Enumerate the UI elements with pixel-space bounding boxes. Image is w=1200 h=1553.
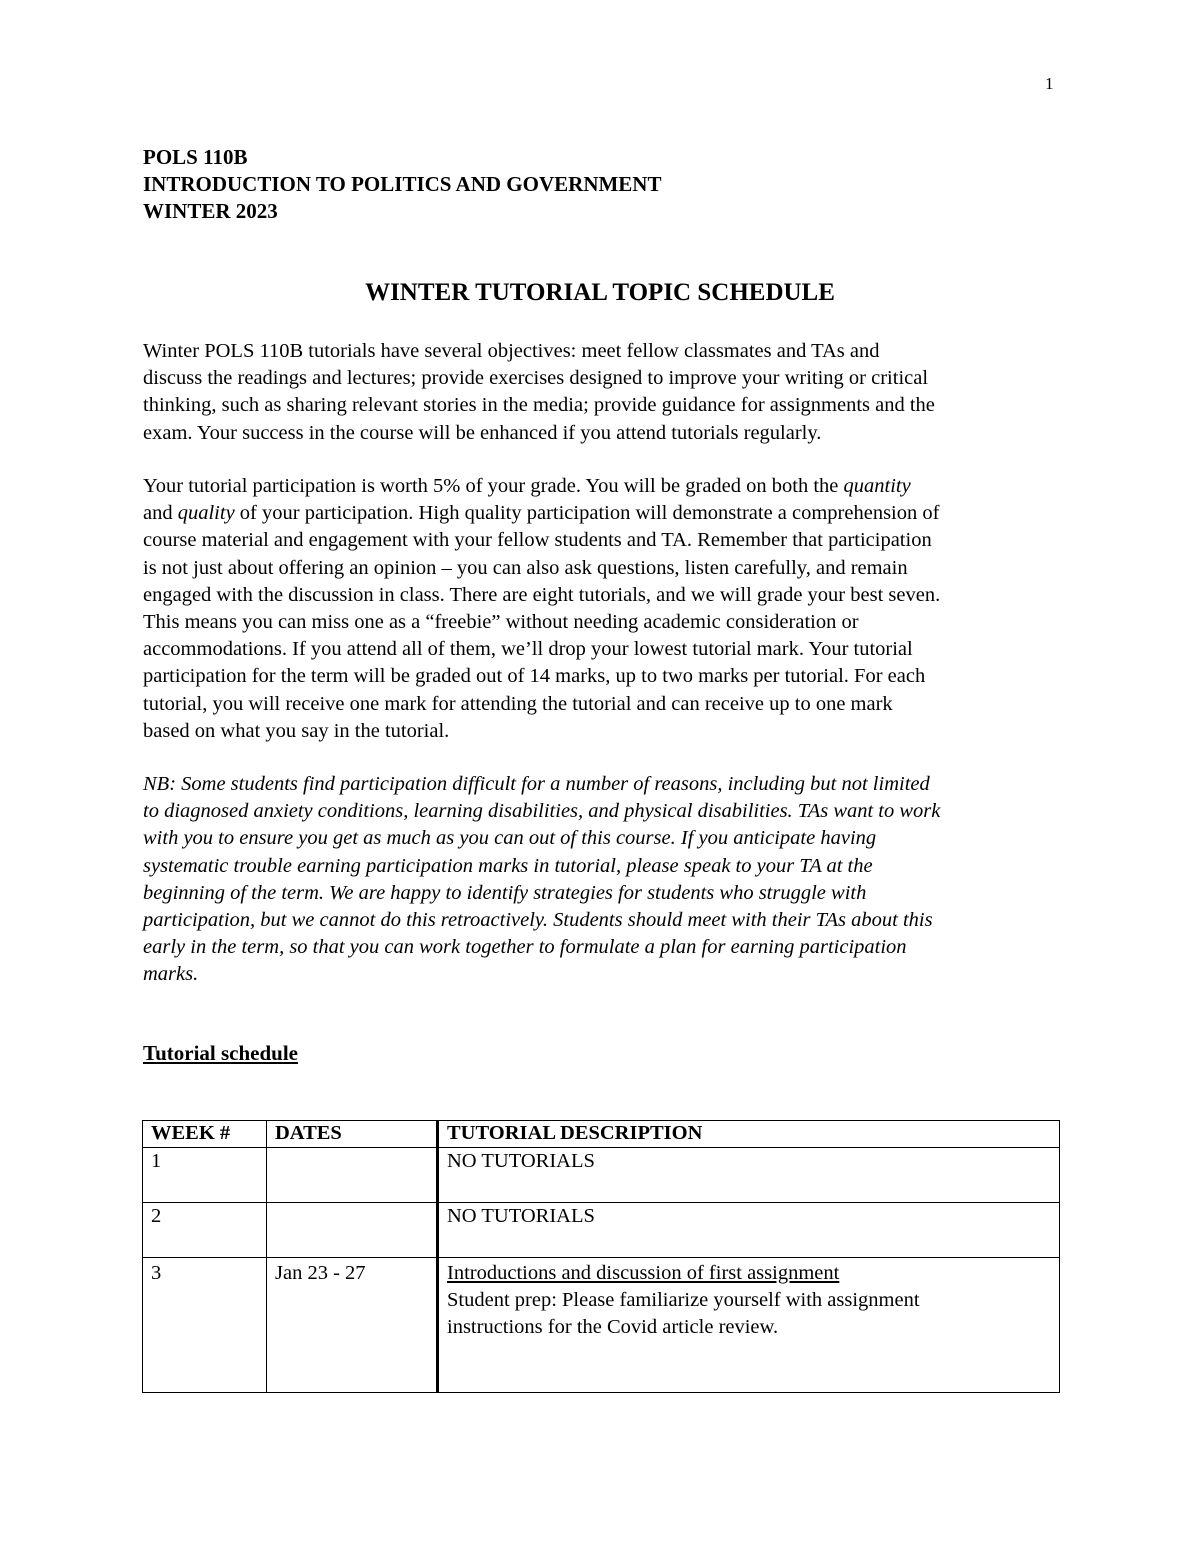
nb-line: NB: Some students find participation difficult for a number of reasons, including but not limited bbox=[143, 773, 930, 795]
table-row bbox=[143, 1148, 1060, 1203]
intro-line: exam. Your success in the course will be enhanced if you attend tutorials regularly. bbox=[143, 421, 822, 444]
cell-week: 3 bbox=[143, 1258, 267, 1393]
schedule-heading: Tutorial schedule bbox=[143, 1041, 298, 1065]
cell-description bbox=[438, 1258, 1060, 1393]
intro-line: thinking, such as sharing relevant stories in the media; provide guidance for assignments and the bbox=[143, 394, 935, 417]
intro-line: discuss the readings and lectures; provide exercises designed to improve your writing or critical bbox=[143, 367, 929, 390]
tutorial-schedule-table bbox=[142, 1120, 1060, 1393]
participation-line: course material and engagement with your fellow students and TA. Remember that participation bbox=[143, 529, 932, 552]
participation-paragraph bbox=[143, 473, 1068, 745]
header-week: WEEK # bbox=[143, 1121, 267, 1148]
participation-line: based on what you say in the tutorial. bbox=[143, 719, 450, 742]
intro-paragraph bbox=[143, 338, 1068, 447]
intro-line: Winter POLS 110B tutorials have several objectives: meet fellow classmates and TAs and bbox=[143, 340, 880, 362]
nb-line: systematic trouble earning participation marks in tutorial, please speak to your TA at the bbox=[143, 854, 873, 877]
participation-line bbox=[143, 500, 1068, 527]
nb-line: to diagnosed anxiety conditions, learning disabilities, and physical disabilities. TAs want to work bbox=[143, 800, 941, 823]
student-prep-line: Student prep: Please familiarize yourself with assignment bbox=[447, 1289, 920, 1311]
course-name: INTRODUCTION TO POLITICS AND GOVERNMENT bbox=[143, 172, 662, 196]
document-title: WINTER TUTORIAL TOPIC SCHEDULE bbox=[365, 279, 835, 306]
cell-dates bbox=[267, 1203, 438, 1258]
table-row bbox=[143, 1203, 1060, 1258]
participation-line: participation for the term will be graded out of 14 marks, up to two marks per tutorial. For each bbox=[143, 665, 926, 688]
nb-line: participation, but we cannot do this retroactively. Students should meet with their TAs about this bbox=[143, 909, 933, 932]
participation-line: accommodations. If you attend all of them, we’ll drop your lowest tutorial mark. Your tutorial bbox=[143, 638, 913, 661]
emphasis-quality: quality bbox=[177, 502, 235, 525]
student-prep-line: instructions for the Covid article review. bbox=[447, 1316, 779, 1338]
cell-description: NO TUTORIALS bbox=[438, 1148, 1060, 1203]
header-description: TUTORIAL DESCRIPTION bbox=[438, 1121, 1060, 1148]
cell-week: 2 bbox=[143, 1203, 267, 1258]
header-dates: DATES bbox=[267, 1121, 438, 1148]
cell-dates: Jan 23 - 27 bbox=[267, 1258, 438, 1393]
table-header-row bbox=[143, 1121, 1060, 1148]
participation-text: Your tutorial participation is worth 5% of your grade. You will be graded on both the bbox=[143, 475, 844, 497]
participation-text: of your participation. High quality participation will demonstrate a comprehension of bbox=[234, 502, 940, 525]
nb-line: beginning of the term. We are happy to identify strategies for students who struggle with bbox=[143, 881, 867, 904]
cell-description: NO TUTORIALS bbox=[438, 1203, 1060, 1258]
participation-line: is not just about offering an opinion – you can also ask questions, listen carefully, and remain bbox=[143, 556, 908, 579]
tutorial-topic: Introductions and discussion of first assignment bbox=[447, 1262, 840, 1284]
course-term: WINTER 2023 bbox=[143, 199, 278, 223]
cell-week: 1 bbox=[143, 1148, 267, 1203]
participation-line: This means you can miss one as a “freebie” without needing academic consideration or bbox=[143, 611, 859, 634]
nb-line: marks. bbox=[143, 963, 199, 986]
participation-line: tutorial, you will receive one mark for attending the tutorial and can receive up to one mark bbox=[143, 692, 893, 715]
nb-line: early in the term, so that you can work together to formulate a plan for earning participation bbox=[143, 936, 907, 959]
course-header bbox=[143, 144, 661, 225]
emphasis-quantity: quantity bbox=[843, 475, 911, 497]
nb-paragraph bbox=[143, 771, 1068, 989]
course-code: POLS 110B bbox=[143, 145, 248, 169]
cell-dates bbox=[267, 1148, 438, 1203]
page-number: 1 bbox=[1045, 74, 1054, 93]
table-row bbox=[143, 1258, 1060, 1393]
nb-line: with you to ensure you get as much as you can out of this course. If you anticipate having bbox=[143, 827, 877, 850]
participation-line: engaged with the discussion in class. There are eight tutorials, and we will grade your best seven. bbox=[143, 583, 941, 606]
participation-line bbox=[143, 473, 1068, 500]
participation-text: and bbox=[143, 502, 178, 525]
